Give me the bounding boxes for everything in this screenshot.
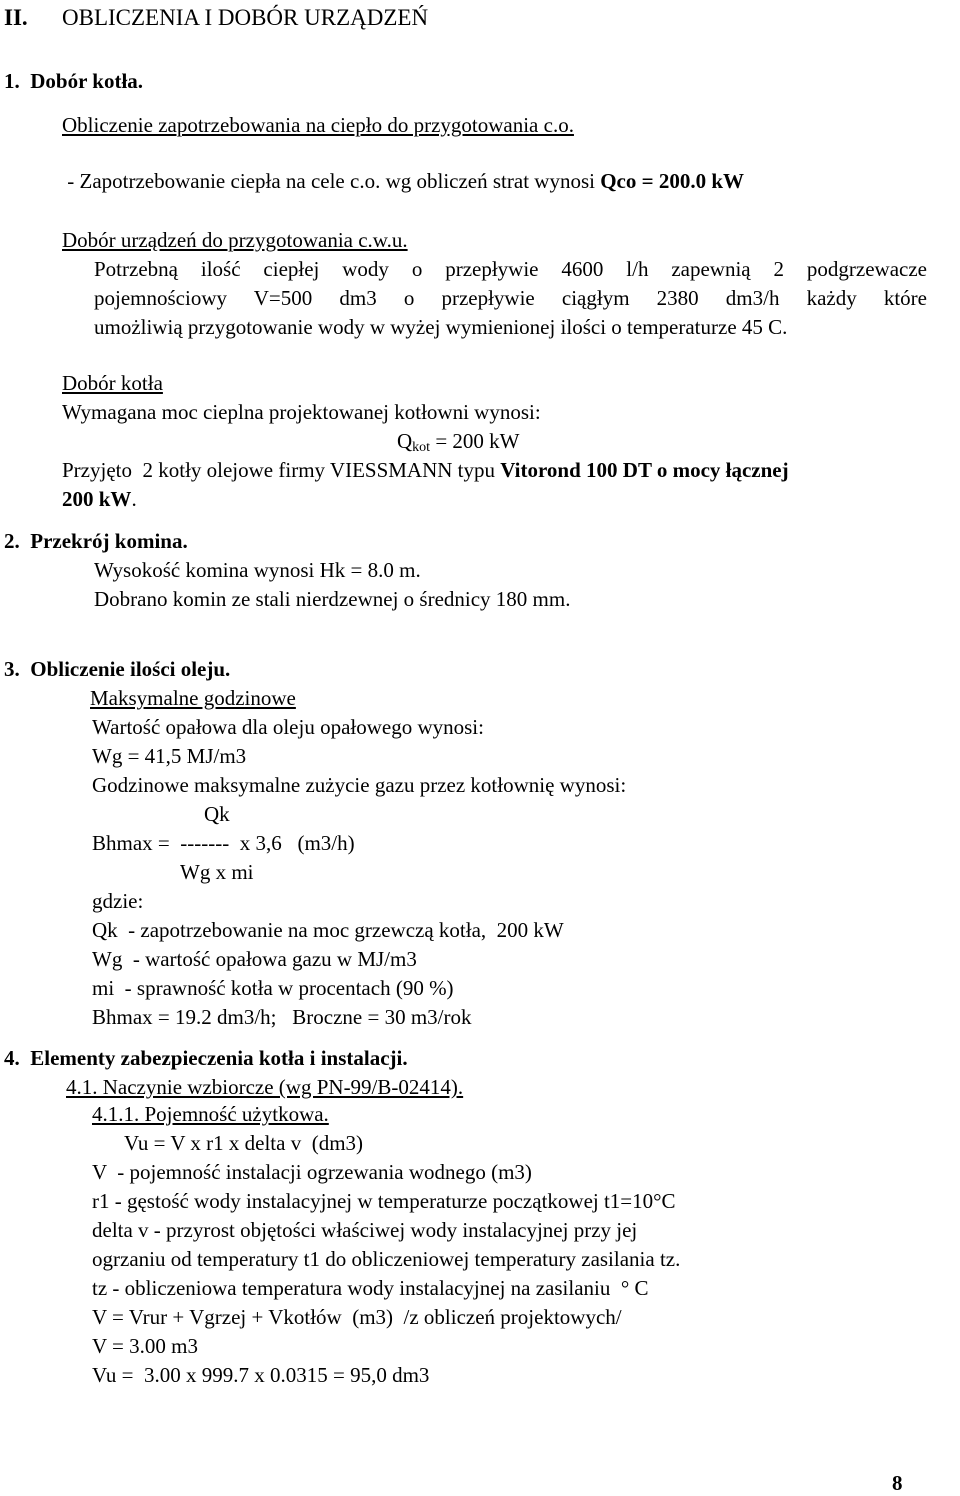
section-1-heading: 1. Dobór kotła. (4, 69, 144, 93)
qkot-subscript: kot (412, 440, 431, 455)
page-number: 8 (892, 1471, 903, 1495)
accepted-boilers-line-2 (62, 486, 137, 512)
formula-main: Bhmax = ------- x 3,6 (m3/h) (92, 831, 355, 855)
demand-line (62, 168, 744, 194)
formula-numerator: Qk (204, 802, 230, 826)
paragraph-line-3: umożliwią przygotowanie wody w wyżej wymienionej ilości o temperaturze 45 C. (94, 315, 788, 339)
def-delta-v: delta v - przyrost objętości właściwej wody instalacyjnej przy jej (92, 1218, 638, 1242)
accepted-line-period: . (131, 487, 137, 511)
where-label: gdzie: (92, 889, 144, 913)
accepted-boilers-line (62, 457, 789, 483)
definition-mi: mi - sprawność kotła w procentach (90 %) (92, 976, 454, 1000)
definition-qk: Qk - zapotrzebowanie na moc grzewczą kotła, 200 kW (92, 918, 564, 942)
formula-denominator: Wg x mi (180, 860, 254, 884)
cwu-demand-heading: Obliczenie zapotrzebowania na ciepło do przygotowania c.o. (62, 113, 574, 137)
demand-line-value: Qco = 200.0 kW (600, 169, 745, 193)
section-title: OBLICZENIA I DOBÓR URZĄDZEŃ (62, 5, 429, 30)
bhmax-result: Bhmax = 19.2 dm3/h; Broczne = 30 m3/rok (92, 1005, 472, 1029)
expansion-vessel-heading: 4.1. Naczynie wzbiorcze (wg PN-99/B-02414). (66, 1075, 464, 1099)
vu-formula: Vu = V x r1 x delta v (dm3) (124, 1131, 364, 1155)
paragraph-line-2: pojemnościowy V=500 dm3 o przepływie ciągłym 2380 dm3/h każdy które (94, 286, 927, 310)
qkot-value: = 200 kW (430, 429, 520, 453)
accepted-line-prefix: Przyjęto 2 kotły olejowe firmy VIESSMANN typu (62, 458, 501, 482)
def-tz: tz - obliczeniowa temperatura wody instalacyjnej na zasilaniu ° C (92, 1276, 649, 1300)
boiler-selection-heading: Dobór kotła (62, 371, 163, 395)
v-sum-formula: V = Vrur + Vgrzej + Vkotłów (m3) /z obliczeń projektowych/ (92, 1305, 622, 1329)
max-consumption-line: Godzinowe maksymalne zużycie gazu przez kotłownię wynosi: (92, 773, 627, 797)
section-3-heading: 3. Obliczenie ilości oleju. (4, 657, 231, 681)
calorific-value-line: Wartość opałowa dla oleju opałowego wynosi: (92, 715, 484, 739)
demand-line-prefix: - Zapotrzebowanie ciepła na cele c.o. wg obliczeń strat wynosi (62, 169, 601, 193)
v-value: V = 3.00 m3 (92, 1334, 198, 1358)
paragraph-line-1: Potrzebną ilość ciepłej wody o przepływie 4600 l/h zapewnią 2 podgrzewacze (94, 257, 927, 281)
section-4-heading: 4. Elementy zabezpieczenia kotła i instalacji. (4, 1046, 408, 1070)
def-v: V - pojemność instalacji ogrzewania wodnego (m3) (92, 1160, 532, 1184)
usable-capacity-heading: 4.1.1. Pojemność użytkowa. (92, 1102, 329, 1126)
cwu-selection-heading: Dobór urządzeń do przygotowania c.w.u. (62, 228, 408, 252)
required-power-line: Wymagana moc cieplna projektowanej kotłowni wynosi: (62, 400, 541, 424)
wg-value: Wg = 41,5 MJ/m3 (92, 744, 247, 768)
chimney-material: Dobrano komin ze stali nierdzewnej o średnicy 180 mm. (94, 587, 571, 611)
vu-result: Vu = 3.00 x 999.7 x 0.0315 = 95,0 dm3 (92, 1363, 430, 1387)
section-2-heading: 2. Przekrój komina. (4, 529, 188, 553)
accepted-line-power: 200 kW (62, 487, 132, 511)
accepted-line-model: Vitorond 100 DT o mocy łącznej (500, 458, 789, 482)
definition-wg: Wg - wartość opałowa gazu w MJ/m3 (92, 947, 417, 971)
def-delta-v-cont: ogrzaniu od temperatury t1 do obliczeniowej temperatury zasilania tz. (92, 1247, 681, 1271)
def-r1: r1 - gęstość wody instalacyjnej w temperaturze początkowej t1=10°C (92, 1189, 676, 1213)
qkot-symbol: Q (397, 429, 413, 453)
section-number: II. (4, 5, 28, 30)
chimney-height: Wysokość komina wynosi Hk = 8.0 m. (94, 558, 421, 582)
max-hourly-heading: Maksymalne godzinowe (90, 686, 296, 710)
